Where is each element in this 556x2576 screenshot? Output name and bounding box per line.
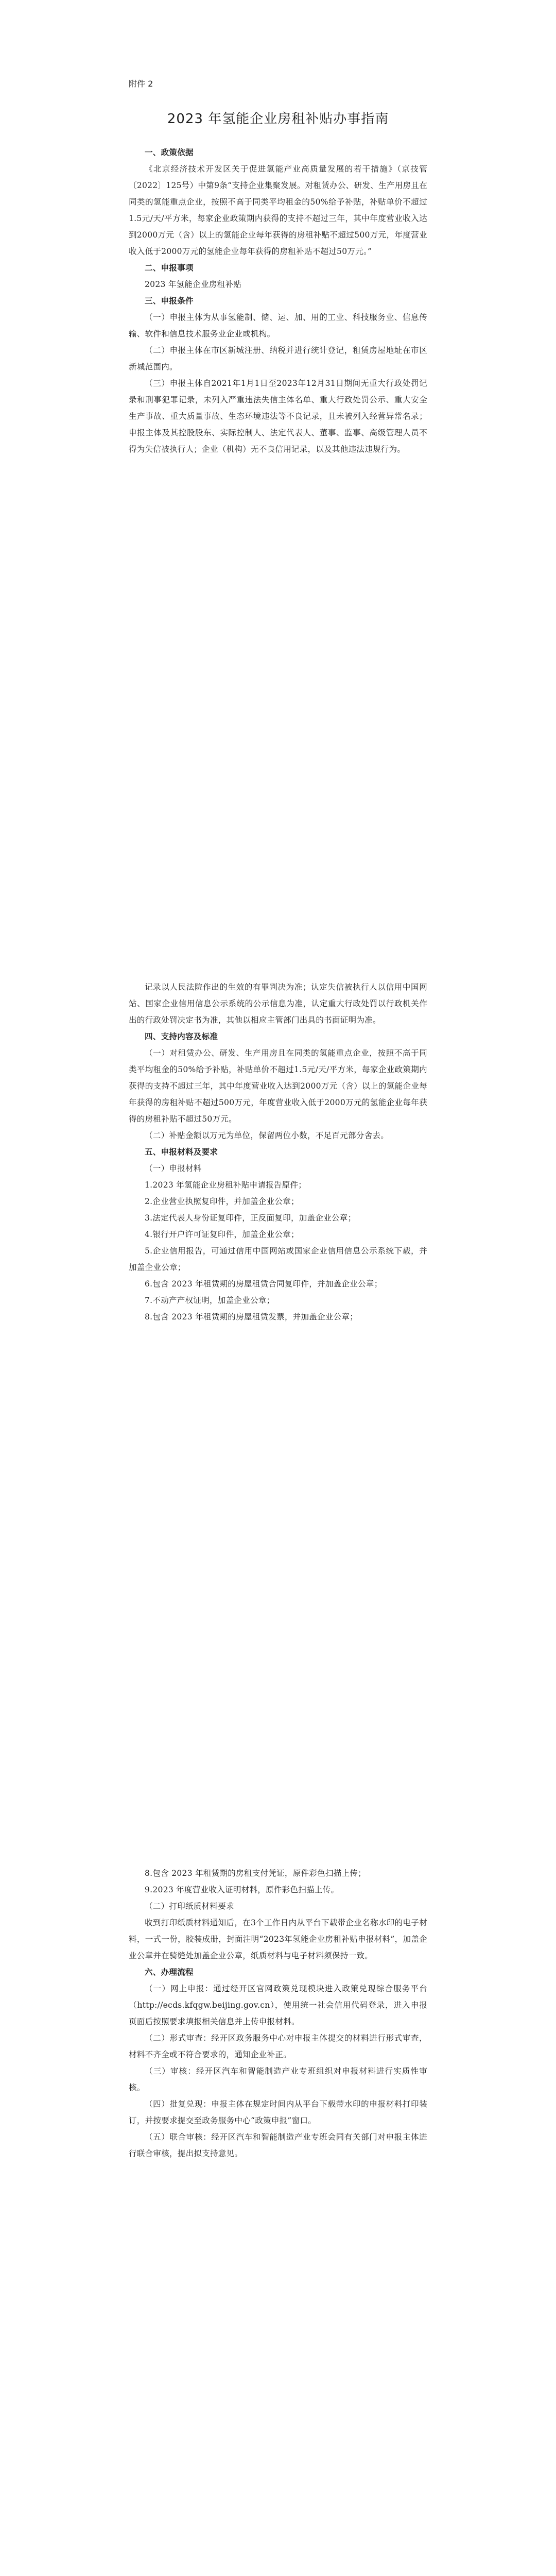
paragraph: （三）审核：经开区汽车和智能制造产业专班组织对申报材料进行实质性审核。 <box>129 2066 427 2092</box>
paragraph: 3.法定代表人身份证复印件，正反面复印，加盖企业公章； <box>145 1213 356 1223</box>
section-heading: 二、申报事项 <box>145 263 194 273</box>
paragraph: （一）申报主体为从事氢能制、储、运、加、用的工业、科技服务业、信息传输、软件和信息技术服务业企业或机构。 <box>129 313 427 338</box>
paragraph: 收到打印纸质材料通知后，在3个工作日内从平台下载带企业名称水印的电子材料，一式一份，胶装成册，封面注明“2023年氢能企业房租补贴申报材料”，加盖企业公章并在骑缝处加盖企业公章，纸质材料与电子材料须保持一致。 <box>129 1918 427 1960</box>
paragraph: （二）补贴金额以万元为单位，保留两位小数，不足百元部分舍去。 <box>145 1131 389 1140</box>
paragraph: （一）网上申报：通过经开区官网政策兑现模块进入政策兑现综合服务平台（http://ecds.kfqgw.beijing.gov.cn），使用统一社会信用代码登录，进入申报页面后按照要求填报相关信息并上传申报材料。 <box>129 1984 427 2026</box>
title-block <box>0 108 556 127</box>
paragraph: （一）对租赁办公、研发、生产用房且在同类的氢能重点企业，按照不高于同类平均租金的50%给予补贴，补贴单价不超过1.5元/天/平方米，每家企业政策期内获得的支持不超过三年，其中年度营业收入达到2000万元（含）以上的氢能企业每年获得的房租补贴不超过500万元，年度营业收入低于2000万元的氢能企业每年获得的房租补贴不超过50万元。 <box>129 1048 427 1124</box>
paragraph: 6.包含 2023 年租赁期的房屋租赁合同复印件，并加盖企业公章； <box>145 1279 383 1289</box>
paragraph: 1.2023 年氢能企业房租补贴申请报告原件； <box>145 1180 307 1190</box>
paragraph: （一）申报材料 <box>145 1164 202 1173</box>
paragraph: （二）形式审查：经开区政务服务中心对申报主体提交的材料进行形式审查，材料不齐全或不符合要求的，通知企业补正。 <box>129 2033 427 2059</box>
paragraph: 2023 年氢能企业房租补贴 <box>145 280 242 289</box>
section-heading: 三、申报条件 <box>145 296 194 306</box>
paragraph: 《北京经济技术开发区关于促进氢能产业高质量发展的若干措施》（京技管〔2022〕125号）中第9条“支持企业集聚发展。对租赁办公、研发、生产用房且在同类的氢能重点企业，按照不高于同类平均租金的50%给予补贴，补贴单价不超过1.5元/天/平方米，每家企业政策期内获得的支持不超过三年，其中年度营业收入达到2000万元（含）以上的氢能企业每年获得的房租补贴不超过500万元，年度营业收入低于2000万元的氢能企业每年获得的房租补贴不超过50万元。” <box>129 164 427 256</box>
paragraph: 2.企业营业执照复印件，并加盖企业公章； <box>145 1197 299 1206</box>
paragraph: （三）申报主体自2021年1月1日至2023年12月31日期间无重大行政处罚记录和刑事犯罪记录，未列入严重违法失信主体名单、重大行政处罚公示、重大安全生产事故、重大质量事故、生态环境违法等不良记录，且未被列入经营异常名录；申报主体及其控股股东、实际控制人、法定代表人、董事、监事、高级管理人员不得为失信被执行人；企业（机构）无不良信用记录，以及其他违法违规行为。 <box>129 379 427 454</box>
section-heading: 五、申报材料及要求 <box>145 1147 218 1157</box>
page-title: 2023 年氢能企业房租补贴办事指南 <box>167 111 389 127</box>
paragraph: 8.包含 2023 年租赁期的房租支付凭证，原件彩色扫描上传； <box>145 1869 366 1878</box>
attachment-label: 附件 2 <box>129 79 153 89</box>
paragraph: 8.包含 2023 年租赁期的房屋租赁发票，并加盖企业公章； <box>145 1312 358 1321</box>
paragraph: （二）申报主体在市区新城注册、纳税并进行统计登记，租赁房屋地址在市区新城范围内。 <box>129 346 427 371</box>
section-heading: 四、支持内容及标准 <box>145 1032 218 1041</box>
paragraph: （二）打印纸质材料要求 <box>145 1902 234 1911</box>
paragraph: 记录以人民法院作出的生效的有罪判决为准；认定失信被执行人以信用中国网站、国家企业信用信息公示系统的公示信息为准，认定重大行政处罚以行政机关作出的行政处罚决定书为准，其他以相应主管部门出具的书面证明为准。 <box>129 982 427 1025</box>
section-heading: 六、办理流程 <box>145 1968 194 1977</box>
content-block-2 <box>0 979 556 1325</box>
paragraph: （五）联合审核：经开区汽车和智能制造产业专班会同有关部门对申报主体进行联合审核，提出拟支持意见。 <box>129 2132 427 2158</box>
paragraph: 7.不动产产权证明，加盖企业公章； <box>145 1296 275 1305</box>
content-block-1 <box>0 144 556 457</box>
attachment-header <box>0 77 556 89</box>
paragraph: （四）批复兑现：申报主体在规定时间内从平台下载带水印的申报材料打印装订，并按要求提交至政务服务中心“政策申报”窗口。 <box>129 2099 427 2125</box>
paragraph: 9.2023 年度营业收入证明材料，原件彩色扫描上传。 <box>145 1885 339 1894</box>
content-block-3 <box>0 1865 556 2162</box>
paragraph: 4.银行开户许可证复印件，加盖企业公章； <box>145 1230 299 1239</box>
section-heading: 一、政策依据 <box>145 148 194 157</box>
paragraph: 5.企业信用报告，可通过信用中国网站或国家企业信用信息公示系统下载，并加盖企业公章； <box>129 1246 427 1272</box>
